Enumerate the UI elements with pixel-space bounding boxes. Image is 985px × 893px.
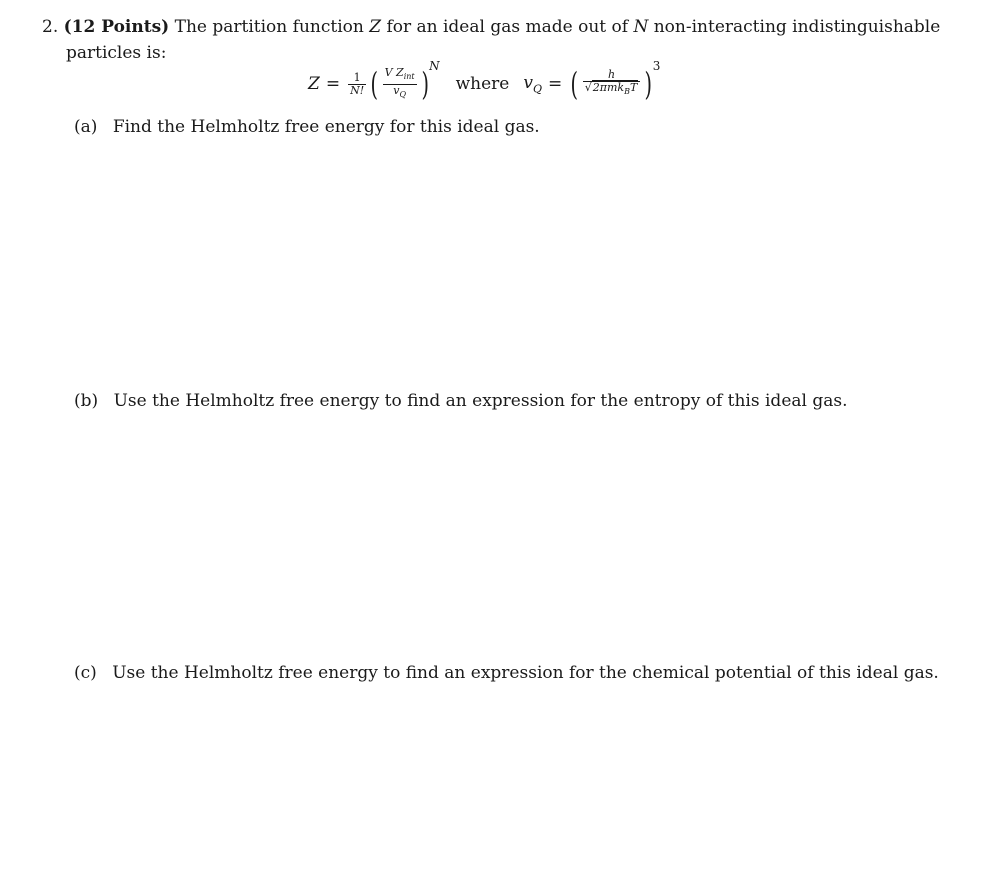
points-label: (12 Points) bbox=[63, 17, 170, 37]
fraction-vzint-over-vq bbox=[383, 67, 417, 100]
fraction-one-over-n-factorial bbox=[348, 72, 366, 97]
frac1-denominator: N! bbox=[350, 83, 365, 97]
part-c-text: Use the Helmholtz free energy to find an expression for the chemical potential of this ideal gas. bbox=[112, 663, 939, 683]
var-z: Z bbox=[369, 17, 382, 37]
part-c bbox=[74, 662, 939, 684]
frac3-numerator: h bbox=[607, 68, 616, 82]
intro-text-1: The partition function bbox=[174, 17, 364, 37]
intro-text-line2: particles is: bbox=[66, 43, 167, 63]
fraction-thermal-wavelength bbox=[583, 69, 641, 98]
part-b-label: (b) bbox=[74, 391, 99, 411]
part-a-text: Find the Helmholtz free energy for this ideal gas. bbox=[112, 117, 540, 137]
var-n: N bbox=[633, 17, 649, 37]
part-c-label: (c) bbox=[74, 663, 97, 683]
exponent-n: N bbox=[429, 59, 440, 73]
where-word: where bbox=[455, 74, 510, 94]
frac3-denominator: √2πmk$_B$T bbox=[584, 81, 638, 97]
problem-statement bbox=[42, 14, 952, 66]
part-a bbox=[74, 116, 540, 138]
part-b-text: Use the Helmholtz free energy to find an expression for the entropy of this ideal gas. bbox=[113, 391, 848, 411]
exponent-three: 3 bbox=[652, 59, 661, 73]
problem-number: 2. bbox=[42, 17, 59, 37]
eq-lhs: Z bbox=[308, 74, 320, 94]
vq-symbol: $v_Q$ bbox=[523, 72, 542, 96]
partition-function-equation: Z = $\frac{1}{N!}$ ( $\frac{V Z_{int}}{v_Q}$ ) N where $v_Q$ = ( $\frac{h}{√2\pi mk_BT}$ ) 3 bbox=[308, 59, 661, 103]
part-a-label: (a) bbox=[74, 117, 98, 137]
intro-text-2: for an ideal gas made out of bbox=[386, 17, 629, 37]
frac2-numerator: V $Z_{int}$ bbox=[384, 66, 415, 82]
intro-text-3: non-interacting indistinguishable bbox=[653, 17, 941, 37]
frac2-denominator: $v_Q$ bbox=[393, 83, 406, 99]
frac1-numerator: 1 bbox=[353, 70, 361, 84]
eq-equals: = bbox=[325, 74, 341, 94]
part-b bbox=[74, 390, 848, 412]
